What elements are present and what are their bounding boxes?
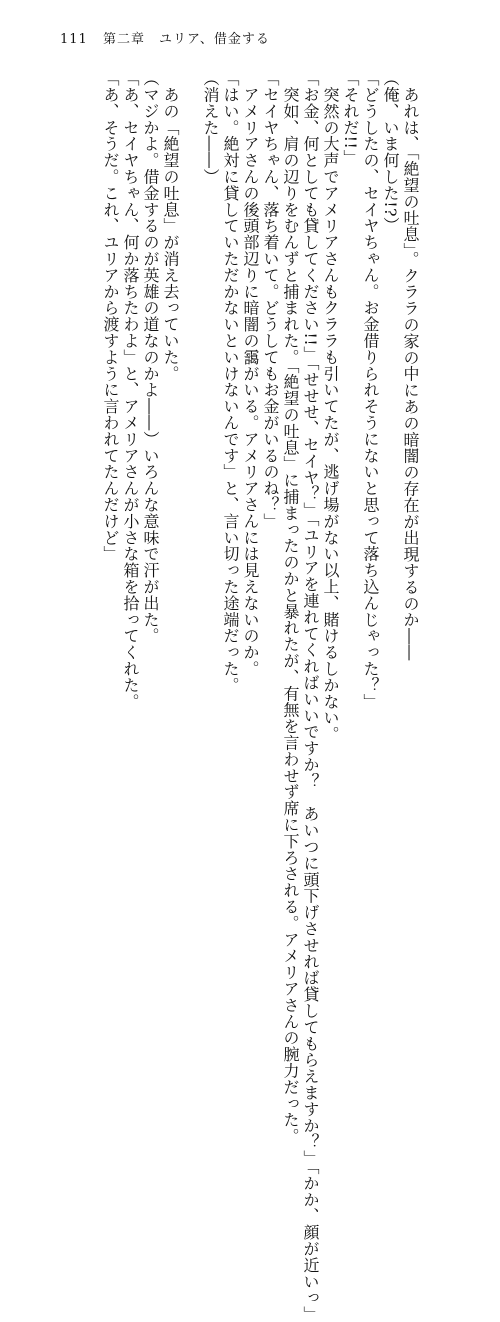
- page-number: 111: [60, 32, 88, 47]
- text-line: あれは、「絶望の吐息」。クララの家の中にあの暗闇の存在が出現するのか――: [401, 70, 420, 661]
- text-line: 「それだ!!」: [341, 70, 360, 166]
- text-line: 「あ、そうだ。これ、ユリアから渡すように言われてたんだけど」: [101, 70, 120, 562]
- text-line: 「はい。絶対に貸していただかないといけないんです」と、言い切った途端だった。: [221, 70, 240, 694]
- text-line: あの「絶望の吐息」が消え去っていた。: [161, 70, 180, 382]
- text-line: 突如、肩の辺りをむんずと捕まれた。「絶望の吐息」に捕まったのかと暴れたが、有無を言わせず席に下ろされる。アメリアさんの腕力だった。: [281, 70, 300, 1145]
- chapter-title: 第二章 ユリア、借金する: [102, 32, 270, 47]
- text-line: 突然の大声でアメリアさんもクララも引いてたが、逃げ場がない以上、賭けるしかない。: [321, 70, 340, 743]
- text-line: （消えた――）: [201, 70, 220, 185]
- text-line: アメリアさんの後頭部辺りに暗闇の靄がいる。アメリアさんには見えないのか。: [241, 70, 260, 677]
- text-line: 「どうしたの、セイヤちゃん。お金借りられそうにないと思って落ち込んじゃった？」: [361, 70, 380, 710]
- text-line: 「あ、セイヤちゃん、何か落ちたわよ」と、アメリアさんが小さな箱を拾ってくれた。: [121, 70, 140, 710]
- text-line: （マジかよ。借金するのが英雄の道なのかよ――）いろんな意味で汗が出た。: [141, 70, 160, 644]
- running-header: [60, 28, 270, 47]
- text-line: （俺、いま何した!?）: [381, 70, 400, 234]
- text-line: 「お金、何としても貸してください!!」「せせせ、セイヤ？」「ユリアを連れてくればいいですか？ あいつに頭下げさせれば貸してもらえますか？」「かか、顔が近いっ」: [301, 70, 320, 1322]
- text-line: 「セイヤちゃん、落ち着いて。どうしてもお金がいるのね？」: [261, 70, 280, 530]
- blank-line: [180, 70, 200, 680]
- vertical-text-body: [40, 70, 420, 1322]
